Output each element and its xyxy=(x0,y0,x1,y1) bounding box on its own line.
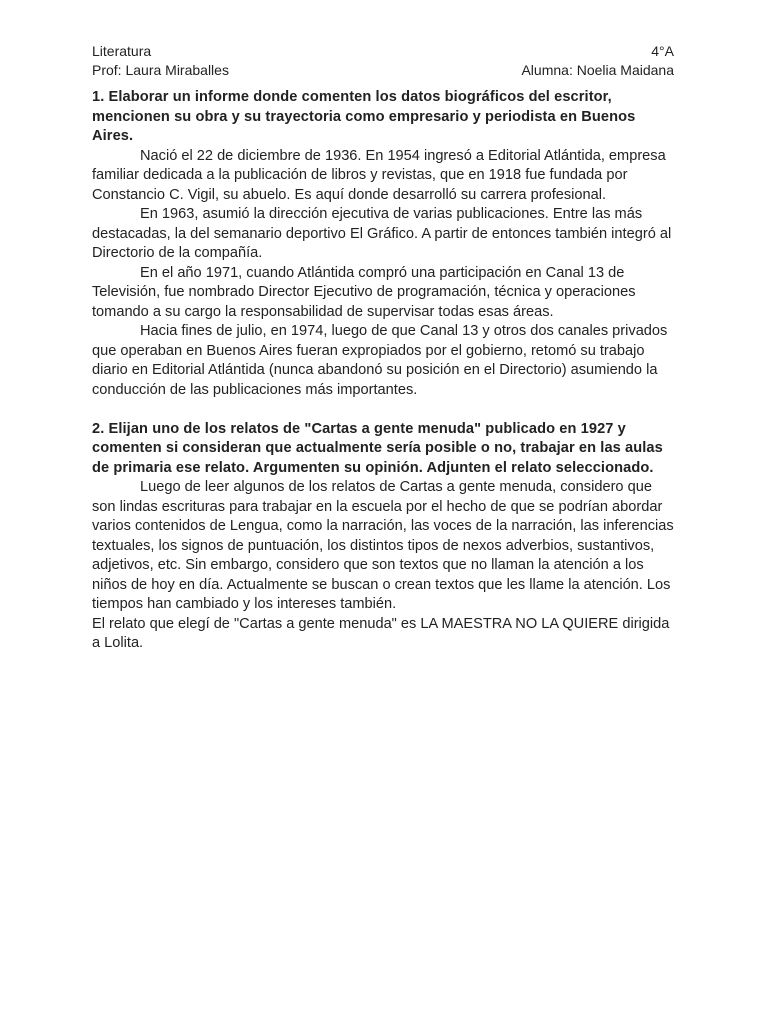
header-row-top xyxy=(92,42,674,61)
subject-label: Literatura xyxy=(92,43,152,59)
answer-1-paragraph-1: Nació el 22 de diciembre de 1936. En 1954 ingresó a Editorial Atlántida, empresa familiar dedicada a la publicación de libros y revistas, que en 1918 fue fundada por Constancio C. Vigil, su abuelo. Es aquí donde desarrolló su carrera profesional. xyxy=(92,147,666,203)
question-1: 1. Elaborar un informe donde comenten los datos biográficos del escritor, mencionen su obra y su trayectoria como empresario y periodista en Buenos Aires. xyxy=(92,89,636,144)
answer-1-paragraph-4: Hacia fines de julio, en 1974, luego de que Canal 13 y otros dos canales privados que operaban en Buenos Aires fueran expropiados por el gobierno, retomó su trabajo diario en Editorial Atlántida (nunca abandonó su posición en el Directorio) asumiendo la conducción de las publicaciones más importantes. xyxy=(92,323,668,398)
document-page xyxy=(92,42,674,654)
answer-1-paragraph-3: En el año 1971, cuando Atlántida compró una participación en Canal 13 de Televisión, fue nombrado Director Ejecutivo de programación, técnica y operaciones tomando a su cargo la responsabilidad de supervisar todas esas áreas. xyxy=(92,264,636,320)
question-2: 2. Elijan uno de los relatos de "Cartas a gente menuda" publicado en 1927 y comenten si consideran que actualmente sería posible o no, trabajar en las aulas de primaria ese relato. Argumenten su opinión. Adjunten el relato seleccionado. xyxy=(92,420,663,476)
answer-2-paragraph-1: Luego de leer algunos de los relatos de Cartas a gente menuda, considero que son lindas escrituras para trabajar en la escuela por el hecho de que se podrían abordar varios contenidos de Lengua, como la narración, las voces de la narración, las inferencias textuales, los signos de puntuación, los distintos tipos de nexos adverbios, sustantivos, adjetivos, etc. Sin embargo, considero que son textos que no llaman la atención a los niños de hoy en día. Actualmente se buscan o crean textos que les llame la atención. Los tiempos han cambiado y los intereses también. xyxy=(92,479,674,612)
header-row-bottom xyxy=(92,61,674,80)
student-label: Alumna: Noelia Maidana xyxy=(521,62,674,78)
answer-1-paragraph-2: En 1963, asumió la dirección ejecutiva de varias publicaciones. Entre las más destacadas, la del semanario deportivo El Gráfico. A partir de entonces también integró al Directorio de la compañía. xyxy=(92,206,672,261)
answer-2-closing: El relato que elegí de "Cartas a gente menuda" es LA MAESTRA NO LA QUIERE dirigida a Lolita. xyxy=(92,615,670,651)
grade-label: 4°A xyxy=(651,43,674,59)
teacher-label: Prof: Laura Miraballes xyxy=(92,62,229,78)
